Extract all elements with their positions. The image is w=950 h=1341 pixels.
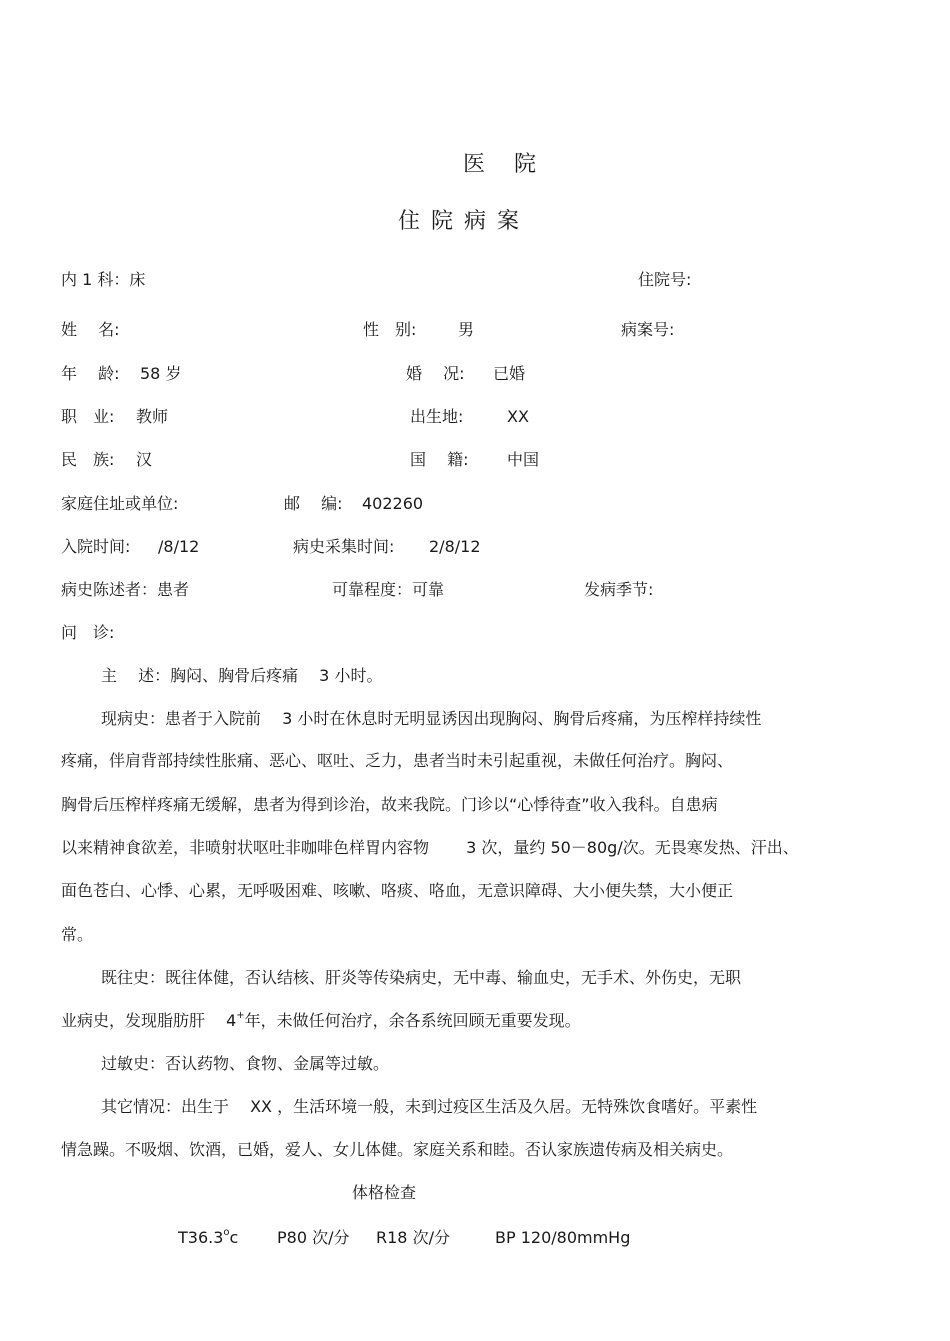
sex-label: 性 别: (363, 320, 417, 339)
blood-pressure: BP 120/80mmHg (495, 1228, 631, 1247)
chief-complaint: 主 述：胸闷、胸骨后疼痛 3 小时。 (101, 666, 383, 685)
present-illness-line: 常。 (61, 925, 94, 944)
temperature-value: T36.3 (178, 1228, 224, 1247)
ethnicity-value: 汉 (136, 450, 153, 469)
marital-label: 婚 况: (406, 364, 465, 383)
marital-value: 已婚 (493, 364, 526, 383)
name-label: 姓 名: (61, 320, 120, 339)
present-illness-line: 现病史：患者于入院前 3 小时在休息时无明显诱因出现胸闷、胸骨后疼痛，为压榨样持续性 (101, 709, 762, 728)
birthplace-label: 出生地: (410, 407, 464, 426)
past-history-text: 业病史，发现脂肪肝 4 (61, 1011, 237, 1030)
respiration: R18 次/分 (376, 1228, 450, 1247)
hospital-name: 医 院 (463, 152, 547, 177)
address-label: 家庭住址或单位: (61, 494, 179, 513)
occupation-value: 教师 (136, 407, 169, 426)
record-title: 住院病案 (398, 209, 531, 234)
admission-time-value: /8/12 (158, 537, 200, 556)
history-time-label: 病史采集时间: (293, 537, 395, 556)
case-number-label: 病案号: (621, 320, 675, 339)
admission-time-label: 入院时间: (61, 537, 131, 556)
postcode-label: 邮 编: (284, 494, 343, 513)
nationality-value: 中国 (507, 450, 540, 469)
present-illness-line: 以来精神食欲差，非喷射状呕吐非咖啡色样胃内容物 3 次，量约 50－80g/次。无畏寒发热、汗出、 (61, 838, 799, 857)
temperature (178, 1228, 238, 1248)
reliability: 可靠程度：可靠 (332, 580, 445, 599)
past-history-line (61, 1011, 581, 1031)
past-history-text: 年，未做任何治疗，余各系统回顾无重要发现。 (244, 1011, 581, 1030)
other-info-line: 其它情况：出生于 XX ，生活环境一般，未到过疫区生活及久居。无特殊饮食嗜好。平素性 (101, 1097, 758, 1116)
history-narrator: 病史陈述者：患者 (61, 580, 190, 599)
department-bed: 内 1 科：床 (61, 270, 146, 289)
age-label: 年 龄: (61, 364, 120, 383)
allergy-history: 过敏史：否认药物、食物、金属等过敏。 (101, 1054, 390, 1073)
present-illness-line: 面色苍白、心悸、心累，无呼吸困难、咳嗽、咯痰、咯血，无意识障碍、大小便失禁，大小便正 (61, 881, 734, 900)
physical-exam-heading: 体格检查 (352, 1183, 417, 1202)
onset-season-label: 发病季节: (584, 580, 654, 599)
birthplace-value: XX (507, 407, 529, 426)
admission-number-label: 住院号: (638, 270, 692, 289)
ethnicity-label: 民 族: (61, 450, 115, 469)
history-time-value: 2/8/12 (429, 537, 481, 556)
present-illness-line: 疼痛，伴肩背部持续性胀痛、恶心、呕吐、乏力，患者当时未引起重视，未做任何治疗。胸闷、 (61, 751, 734, 770)
occupation-label: 职 业: (61, 407, 115, 426)
other-info-line: 情急躁。不吸烟、饮酒，已婚，爱人、女儿体健。家庭关系和睦。否认家族遗传病及相关病史。 (61, 1140, 734, 1159)
degree-sign: o (223, 1226, 230, 1238)
past-history-superscript: + (236, 1009, 245, 1021)
temperature-unit: c (229, 1228, 239, 1247)
postcode-value: 402260 (362, 494, 424, 513)
present-illness-line: 胸骨后压榨样疼痛无缓解，患者为得到诊治，故来我院。门诊以“心悸待查”收入我科。自患病 (61, 795, 718, 814)
pulse: P80 次/分 (277, 1228, 350, 1247)
sex-value: 男 (458, 320, 475, 339)
past-history-line: 既往史：既往体健，否认结核、肝炎等传染病史，无中毒、输血史，无手术、外伤史，无职 (101, 968, 742, 987)
nationality-label: 国 籍: (410, 450, 469, 469)
age-value: 58 岁 (140, 364, 182, 383)
inquiry-heading: 问 诊: (61, 623, 115, 642)
